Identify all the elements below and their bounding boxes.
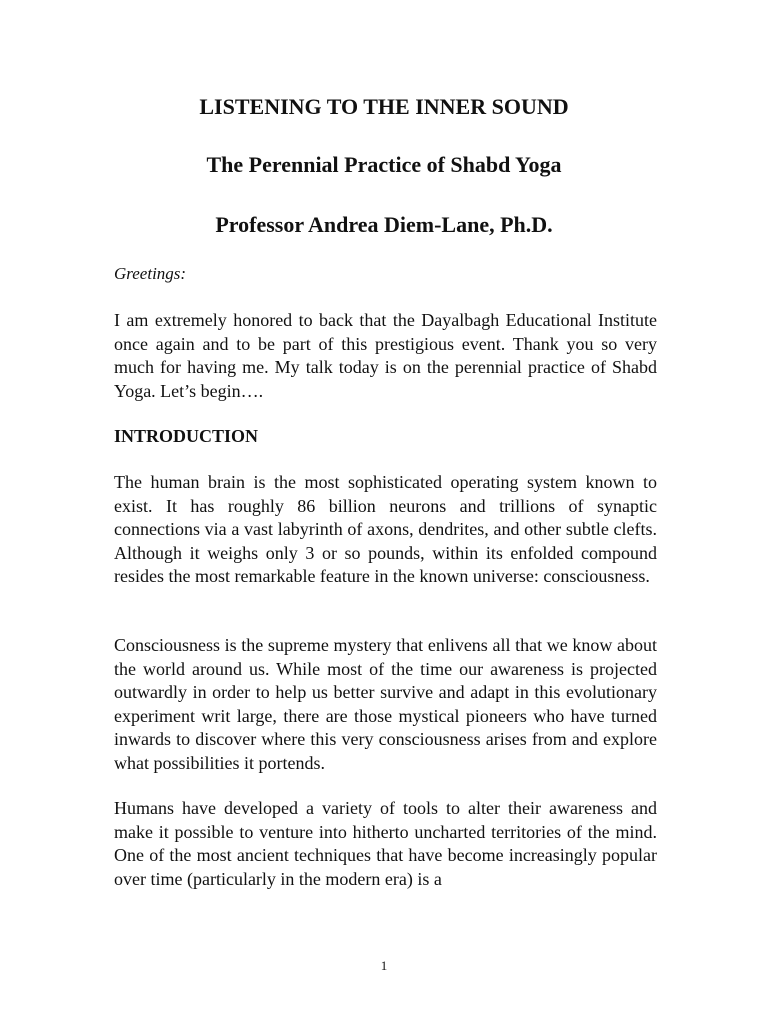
page-number: 1 <box>380 958 388 973</box>
body-paragraph-1: I am extremely honored to back that the Dayalbagh Educational Institute once again and to be part of this prestigious event. Thank you so very much for having me. My talk today is on the perennial practice of Shabd Yoga. Let’s begin…. <box>114 310 657 401</box>
body-paragraph-2: The human brain is the most sophisticated operating system known to exist. It has roughly 86 billion neurons and trillions of synaptic connections via a vast labyrinth of axons, dendrites, and other subtle clefts. Although it weighs only 3 or so pounds, within its enfolded compound resides the most remarkable feature in the known universe: consciousness. <box>114 472 657 586</box>
greeting-text: Greetings: <box>114 264 187 283</box>
document-title: LISTENING TO THE INNER SOUND <box>199 94 569 119</box>
section-heading: INTRODUCTION <box>114 426 259 446</box>
body-paragraph-3: Consciousness is the supreme mystery that enlivens all that we know about the world around us. While most of the time our awareness is projected outwardly in order to help us better survive and adapt in this evolutionary experiment writ large, there are those mystical pioneers who have turned inwards to discover where this very consciousness arises from and explore what possibilities it portends. <box>114 635 657 773</box>
body-paragraph-4: Humans have developed a variety of tools to alter their awareness and make it possible to venture into hitherto uncharted territories of the mind. One of the most ancient techniques that have become increasingly popular over time (particularly in the modern era) is a <box>114 798 657 889</box>
document-subtitle: The Perennial Practice of Shabd Yoga <box>206 152 562 177</box>
author-line: Professor Andrea Diem-Lane, Ph.D. <box>215 212 553 237</box>
